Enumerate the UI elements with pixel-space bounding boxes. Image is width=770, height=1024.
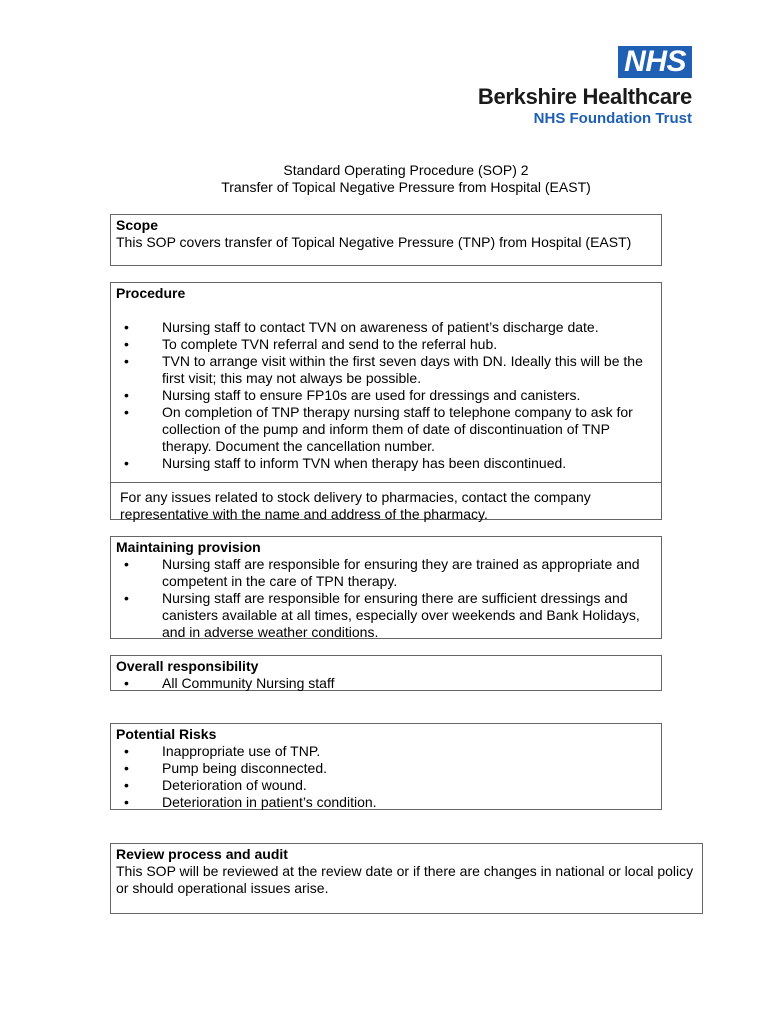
bullet-icon: • — [124, 404, 129, 420]
bullet-icon: • — [124, 794, 129, 810]
title-line-1: Standard Operating Procedure (SOP) 2 — [283, 162, 529, 178]
responsibility-heading: Overall responsibility — [116, 658, 259, 674]
scope-text: This SOP covers transfer of Topical Negative Pressure (TNP) from Hospital (EAST) — [116, 234, 632, 250]
list-item: • Nursing staff are responsible for ensuring there are sufficient dressings and canisters available at all times, especially over weekends and Bank Holidays, and in adverse weather conditions. — [124, 590, 640, 640]
procedure-list — [116, 319, 655, 472]
maintaining-section — [110, 536, 662, 639]
risks-heading: Potential Risks — [116, 726, 217, 742]
bullet-icon: • — [124, 319, 129, 335]
bullet-icon: • — [124, 760, 129, 776]
list-item: • Nursing staff to inform TVN when therapy has been discontinued. — [124, 455, 567, 471]
bullet-icon: • — [124, 556, 129, 572]
maintaining-list — [116, 556, 655, 641]
org-name: Berkshire Healthcare — [477, 84, 692, 109]
procedure-note: For any issues related to stock delivery to pharmacies, contact the company representative with the name and address of the pharmacy. — [111, 482, 661, 523]
bullet-icon: • — [124, 455, 129, 471]
title-line-2: Transfer of Topical Negative Pressure from Hospital (EAST) — [221, 179, 591, 195]
document-title — [0, 162, 770, 196]
review-section — [110, 843, 703, 914]
list-item: • Inappropriate use of TNP. — [124, 743, 321, 759]
nhs-logo — [432, 46, 692, 128]
list-item: • TVN to arrange visit within the first seven days with DN. Ideally this will be the first visit; this may not always be possible. — [124, 353, 643, 386]
procedure-heading: Procedure — [116, 285, 186, 301]
bullet-icon: • — [124, 777, 129, 793]
responsibility-list — [116, 675, 655, 692]
list-item: • Nursing staff are responsible for ensuring they are trained as appropriate and competent in the care of TPN therapy. — [124, 556, 640, 589]
scope-heading: Scope — [116, 217, 159, 233]
review-heading: Review process and audit — [116, 846, 288, 862]
nhs-badge: NHS — [618, 46, 692, 78]
procedure-section — [110, 282, 662, 520]
trust-name: NHS Foundation Trust — [533, 110, 692, 127]
list-item: • Nursing staff to ensure FP10s are used for dressings and canisters. — [124, 387, 581, 403]
bullet-icon: • — [124, 387, 129, 403]
risks-list — [116, 743, 655, 811]
bullet-icon: • — [124, 590, 129, 606]
scope-section — [110, 214, 662, 266]
review-text: This SOP will be reviewed at the review date or if there are changes in national or local policy or should operational issues arise. — [116, 863, 694, 896]
list-item: • Pump being disconnected. — [124, 760, 327, 776]
risks-section — [110, 723, 662, 810]
bullet-icon: • — [124, 336, 129, 352]
bullet-icon: • — [124, 353, 129, 369]
list-item: • All Community Nursing staff — [124, 675, 335, 691]
responsibility-section — [110, 655, 662, 691]
bullet-icon: • — [124, 675, 129, 691]
list-item: • Deterioration in patient’s condition. — [124, 794, 377, 810]
bullet-icon: • — [124, 743, 129, 759]
list-item: • Nursing staff to contact TVN on awareness of patient’s discharge date. — [124, 319, 599, 335]
list-item: • Deterioration of wound. — [124, 777, 307, 793]
list-item: • To complete TVN referral and send to the referral hub. — [124, 336, 498, 352]
maintaining-heading: Maintaining provision — [116, 539, 261, 555]
list-item: • On completion of TNP therapy nursing staff to telephone company to ask for collection of the pump and inform them of date of discontinuation of TNP therapy. Document the cancellation number. — [124, 404, 633, 454]
